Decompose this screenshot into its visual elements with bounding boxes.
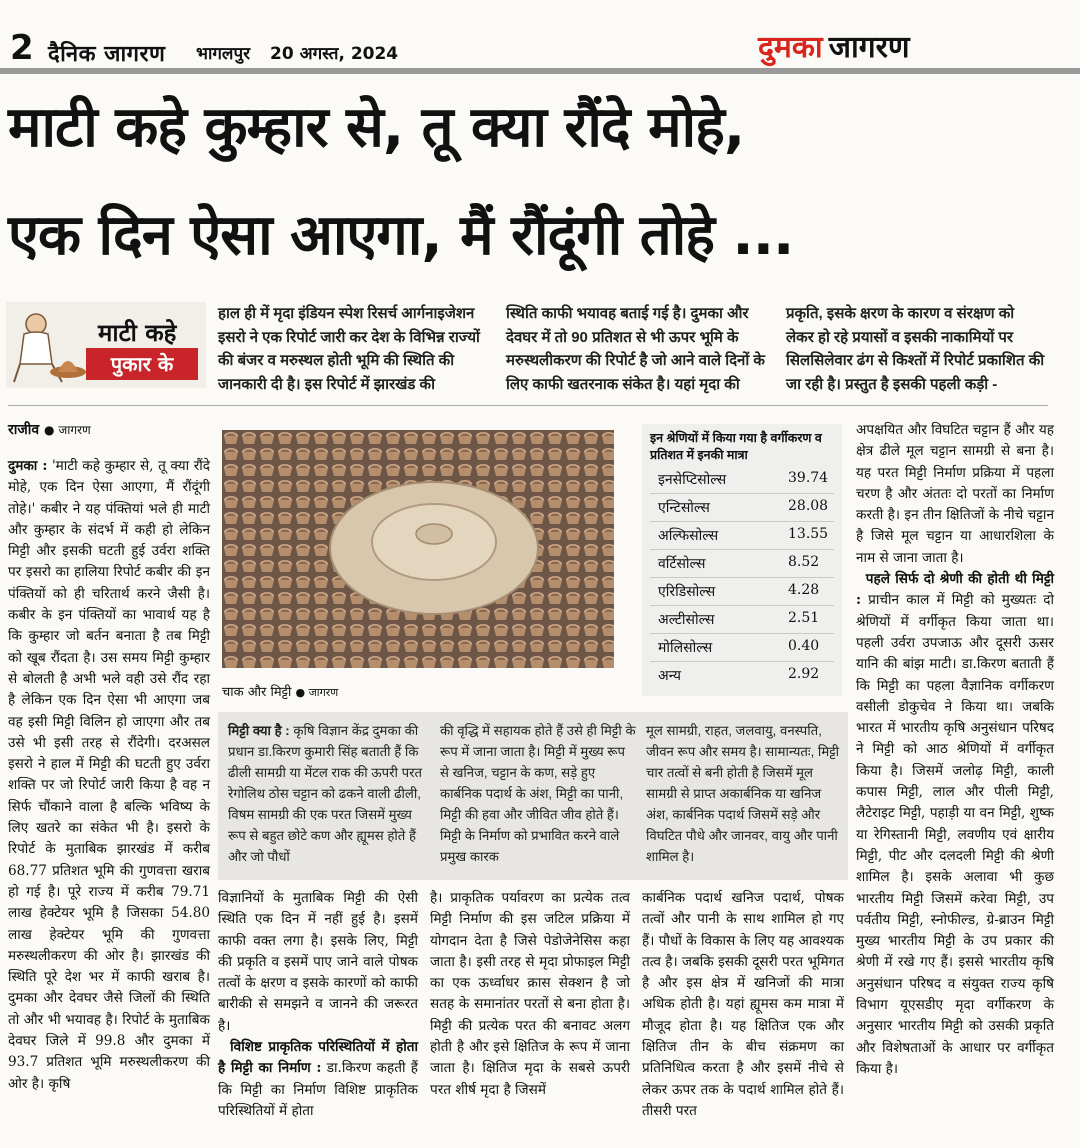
infobox-column-1-text: कृषि विज्ञान केंद्र दुमका की प्रधान डा.किरण कुमारी सिंह बताती हैं कि ढीली सामग्री या मेंटल राक की ऊपरी परत रेगोलिथ ठोस चट्टान को ढकने वाली ढीली, विषम सामग्री की एक परत जिसमें मुख्य रूप से बहुत छोटे कण और ह्यूमस होते हैं और जो पौधों	[228, 723, 422, 864]
column-5-text-b: प्राचीन काल में मिट्टी को मुख्यतः दो श्रेणियों में वर्गीकृत किया जाता था। पहली उर्वरा उपजाऊ और दूसरी ऊसर यानि की बांझ माटी। डा.किरण बताती हैं कि मिट्टी का पहला वैज्ञानिक वर्गीकरण वसीली डोकुचेव ने किया था। जबकि भारत में भारतीय कृषि अनुसंधान परिषद ने मिट्टी को आठ श्रेणियों में वर्गीकृत किया है। जिसमें जलोढ़ मिट्टी, काली कपास मिट्टी, लाल और पीली मिट्टी, लैटेराइट मिट्टी, पहाड़ी या वन मिट्टी, शुष्क या रेगिस्तानी मिट्टी, लवणीय एवं क्षारीय मिट्टी, पीट और दलदली मिट्टी की श्रेणी शामिल है। इसके अलावा भी कुछ भारतीय मिट्टी जिसमें करेवा मिट्टी, उप पर्वतीय मिट्टी, स्नोफील्ड, ग्रे-ब्राउन मिट्टी मुख्य भारतीय मिट्टी के उप प्रकार की श्रेणी में रखे गए हैं। इससे भारतीय कृषि अनुसंधान परिषद व संयुक्त राज्य कृषि विभाग यूएसडीए मृदा वर्गीकरण के अनुसार भारतीय मिट्टी को उसकी प्रकृति और विशेषताओं के आधार पर वर्गीकृत किया है।	[856, 592, 1054, 1077]
byline-agency: ● जागरण	[44, 423, 91, 437]
section-logo-red: दुमका	[758, 30, 823, 65]
masthead: दैनिक जागरण	[48, 42, 166, 67]
soil-classification-box	[642, 424, 842, 696]
column-5-text-a: अपक्षयित और विघटित चट्टान हैं और यह क्षेत्र ढीले मूल चट्टान सामग्री से बना है। यह परत मिट्टी निर्माण प्रक्रिया में पहला चरण है और अंततः दो परतों का निर्माण करती है। इन तीन क्षितिजों के नीचे चट्टान है जिसे मूल चट्टान या आधारशिला के नाम से जाना जाता है।	[856, 422, 1054, 566]
databox-row	[642, 634, 842, 662]
series-title: माटी कहे	[98, 319, 177, 347]
soil-name: अल्फिसोल्स	[658, 528, 719, 544]
dateline: दुमका :	[8, 458, 48, 474]
article-column-5	[856, 420, 1054, 1080]
byline	[8, 420, 91, 439]
soil-name: अन्य	[658, 668, 681, 684]
soil-name: अल्टीसोल्स	[658, 612, 715, 628]
edition-date: 20 अगस्त, 2024	[270, 44, 399, 64]
databox-title: इन श्रेणियों में किया गया है वर्गीकरण व प्रतिशत में इनकी मात्रा	[650, 431, 822, 462]
column-1-text: 'माटी कहे कुम्हार से, तू क्या रौंदे मोहे, एक दिन ऐसा आएगा, मैं रौंदूंगी तोहे।' कबीर ने यह पंक्तियां भले ही माटी और कुम्हार के संदर्भ में कही हो लेकिन मिट्टी और इसकी घटती हुई उर्वरा शक्ति पर इसरो का हालिया रिपोर्ट कबीर की इन पंक्तियों को ही चरितार्थ करने जैसी है। कबीर के इन पंक्तियों का भावार्थ यह है कि कुम्हार जो बर्तन बनाता है तब मिट्टी को खूब रौंदता है। उस समय मिट्टी कुम्हार से बोलती है अभी भले वही उसे रौंद रहा है लेकिन एक दिन ऐसा भी आएगा जब वह इसी मिट्टी विलिन हो जाएगा और तब उसे भी इसी तरह से रौंदेगी। दरअसल इसरो ने हाल में मिट्टी की घटती हुए उर्वरा शक्ति पर जो रिपोर्ट जारी किया है वह न सिर्फ चौंकाने वाला है बल्कि भविष्य के लिए खतरे का संकेत भी है। इसरो के रिपोर्ट के मुताबिक झारखंड में करीब 68.77 प्रतिशत भूमि की गुणवत्ता खराब हो गई है। पूरे राज्य में करीब 79.71 लाख हेक्टेयर भूमि है जिसका 54.80 लाख हेक्टेयर भूमि की गुणवत्ता मरुस्थलीकरण की ओर है। झारखंड की स्थिति पूरे देश भर में काफी खराब है। दुमका और देवघर जैसे जिलों की स्थिति तो और भी भयावह है। रिपोर्ट के मुताबिक देवघर जिले में 99.8 और दुमका में 93.7 प्रतिशत भूमि मरुस्थलीकरण की ओर है। कृषि	[8, 458, 211, 1092]
soil-value: 2.92	[788, 666, 820, 682]
page-number: 2	[10, 28, 34, 68]
databox-row	[642, 662, 842, 690]
infobox-column-2: की वृद्धि में सहायक होते हैं उसे ही मिट्टी के रूप में जाना जाता है। मिट्टी में मुख्य रूप से खनिज, चट्टान के कण, सड़े हुए कार्बनिक पदार्थ के अंश, मिट्टी का पानी, मिट्टी की हवा और जीवित जीव होते हैं। मिट्टी के निर्माण को प्रभावित करने वाले प्रमुख कारक	[440, 723, 636, 864]
databox-row	[642, 550, 842, 578]
bottom-strip	[0, 1128, 1080, 1148]
infobox-column-3: मूल सामग्री, राहत, जलवायु, वनस्पति, जीवन रूप और समय है। सामान्यतः, मिट्टी चार तत्वों से बनी होती है जिसमें मूल सामग्री से प्राप्त अकार्बनिक या खनिज अंश, कार्बनिक पदार्थ जिसमें सड़े और विघटित पौधे और जानवर, वायु और पानी शामिल है।	[646, 723, 840, 864]
soil-value: 4.28	[788, 582, 820, 598]
section-logo	[758, 25, 910, 66]
databox-row	[642, 578, 842, 606]
soil-value: 8.52	[788, 554, 820, 570]
article-column-4: कार्बनिक पदार्थ खनिज पदार्थ, पोषक तत्वों और पानी के साथ शामिल हो गए हैं। पौधों के विकास के लिए यह आवश्यक तत्व है। जबकि इसकी दूसरी परत भूमिगत है और इस क्षेत्र में खनिजों की मात्रा अधिक होती है। यहां ह्यूमस कम मात्रा में मौजूद होता है। यह क्षितिज एक और क्षितिज तीन के बीच संक्रमण का प्रतिनिधित्व करता है और इसमें नीचे से लेकर ऊपर तक के पदार्थ शामिल होते हैं। तीसरी परत	[642, 890, 844, 1119]
series-badge	[6, 302, 206, 388]
soil-name: एरिडिसोल्स	[658, 584, 716, 600]
photo-caption	[222, 682, 338, 700]
infobox-lead: मिट्टी क्या है :	[228, 723, 290, 738]
intro-column-2: स्थिति काफी भयावह बताई गई है। दुमका और देवघर में तो 90 प्रतिशत से भी ऊपर भूमि के मरुस्थलीकरण की रिपोर्ट है जो आने वाले दिनों के लिए काफी खतरनाक संकेत है। यहां मृदा की	[506, 305, 765, 393]
infobox-column-1	[228, 720, 428, 867]
soil-value: 39.74	[788, 470, 829, 486]
intro-column-1: हाल ही में मृदा इंडियन स्पेश रिसर्च आर्गनाइजेशन इसरो ने एक रिपोर्ट जारी कर देश के विभिन्न राज्यों की बंजर व मरुस्थल होती भूमि की स्थिति की जानकारी दी है। इस रिपोर्ट में झारखंड की	[218, 305, 480, 393]
databox-row	[642, 466, 842, 494]
soil-name: एन्टिसोल्स	[658, 500, 710, 516]
databox-row	[642, 606, 842, 634]
databox-row	[642, 522, 842, 550]
soil-value: 13.55	[788, 526, 829, 542]
edition-city: भागलपुर	[196, 44, 251, 64]
page-header	[0, 0, 1080, 80]
soil-value: 28.08	[788, 498, 829, 514]
column-2-text-a: विज्ञानियों के मुताबिक मिट्टी की ऐसी स्थिति एक दिन में नहीं हुई है। इसमें काफी वक्त लगा है। इसके लिए, मिट्टी की प्रकृति व इसमें पाए जाने वाले पोषक तत्वों के क्षरण व इसके कारणों को काफी बारीकी से समझने व जानने की जरूरत है।	[218, 890, 418, 1034]
photo-pottery	[222, 430, 614, 668]
soil-name: मोलिसोल्स	[658, 640, 713, 656]
photo-caption-text: चाक और मिट्टी	[222, 685, 292, 700]
column-2-text-b: डा.किरण कहती हैं कि मिट्टी का निर्माण विशिष्ट प्राकृतिक परिस्थितियों में होता	[218, 1060, 418, 1119]
byline-name: राजीव	[8, 422, 40, 438]
section-logo-black: जागरण	[828, 30, 910, 65]
photo-credit: ● जागरण	[295, 686, 339, 699]
column-2-subhead: विशिष्ट प्राकृतिक परिस्थितियों में होता है मिट्टी का निर्माण :	[218, 1039, 418, 1077]
headline-line-2: एक दिन ऐसा आएगा, मैं रौंदूंगी तोहे ...	[8, 203, 794, 268]
databox-row	[642, 494, 842, 522]
column-5-subhead: पहले सिर्फ दो श्रेणी की होती थी मिट्टी :	[856, 571, 1054, 609]
article-column-3: है। प्राकृतिक पर्यावरण का प्रत्येक तत्व मिट्टी निर्माण की इस जटिल प्रक्रिया में योगदान देता है जिसे पेडोजेनेसिस कहा जाता है। इसी तरह से मृदा प्रोफाइल मिट्टी का एक ऊर्ध्वाधर क्रास सेक्शन है जो सतह के समानांतर परतों से बना होता है। मिट्टी की प्रत्येक परत की बनावट अलग होती है और इसे क्षितिज के रूप में जाना जाता है। क्षितिज मृदा के सबसे ऊपरी परत शीर्ष मृदा है जिसमें	[430, 890, 630, 1098]
series-subtitle: पुकार के	[86, 348, 198, 380]
what-is-soil-box	[218, 712, 848, 880]
intro-column-3: प्रकृति, इसके क्षरण के कारण व संरक्षण को लेकर हो रहे प्रयासों व इसकी नाकामियों पर सिलसिलेवार ढंग से किश्तों में रिपोर्ट प्रकाशित की जा रही है। प्रस्तुत है इसकी पहली कड़ी -	[786, 305, 1045, 393]
soil-name: इनसेप्टिसोल्स	[658, 472, 727, 488]
soil-value: 2.51	[788, 610, 820, 626]
header-rule	[0, 68, 1080, 74]
article-column-1	[8, 456, 210, 1095]
soil-name: वर्टिसोल्स	[658, 556, 706, 572]
article-column-2	[218, 888, 418, 1122]
headline-line-1: माटी कहे कुम्हार से, तू क्या रौंदे मोहे,	[8, 95, 745, 160]
pottery-photo-icon	[222, 430, 614, 668]
soil-value: 0.40	[788, 638, 820, 654]
intro-separator	[8, 405, 1048, 406]
